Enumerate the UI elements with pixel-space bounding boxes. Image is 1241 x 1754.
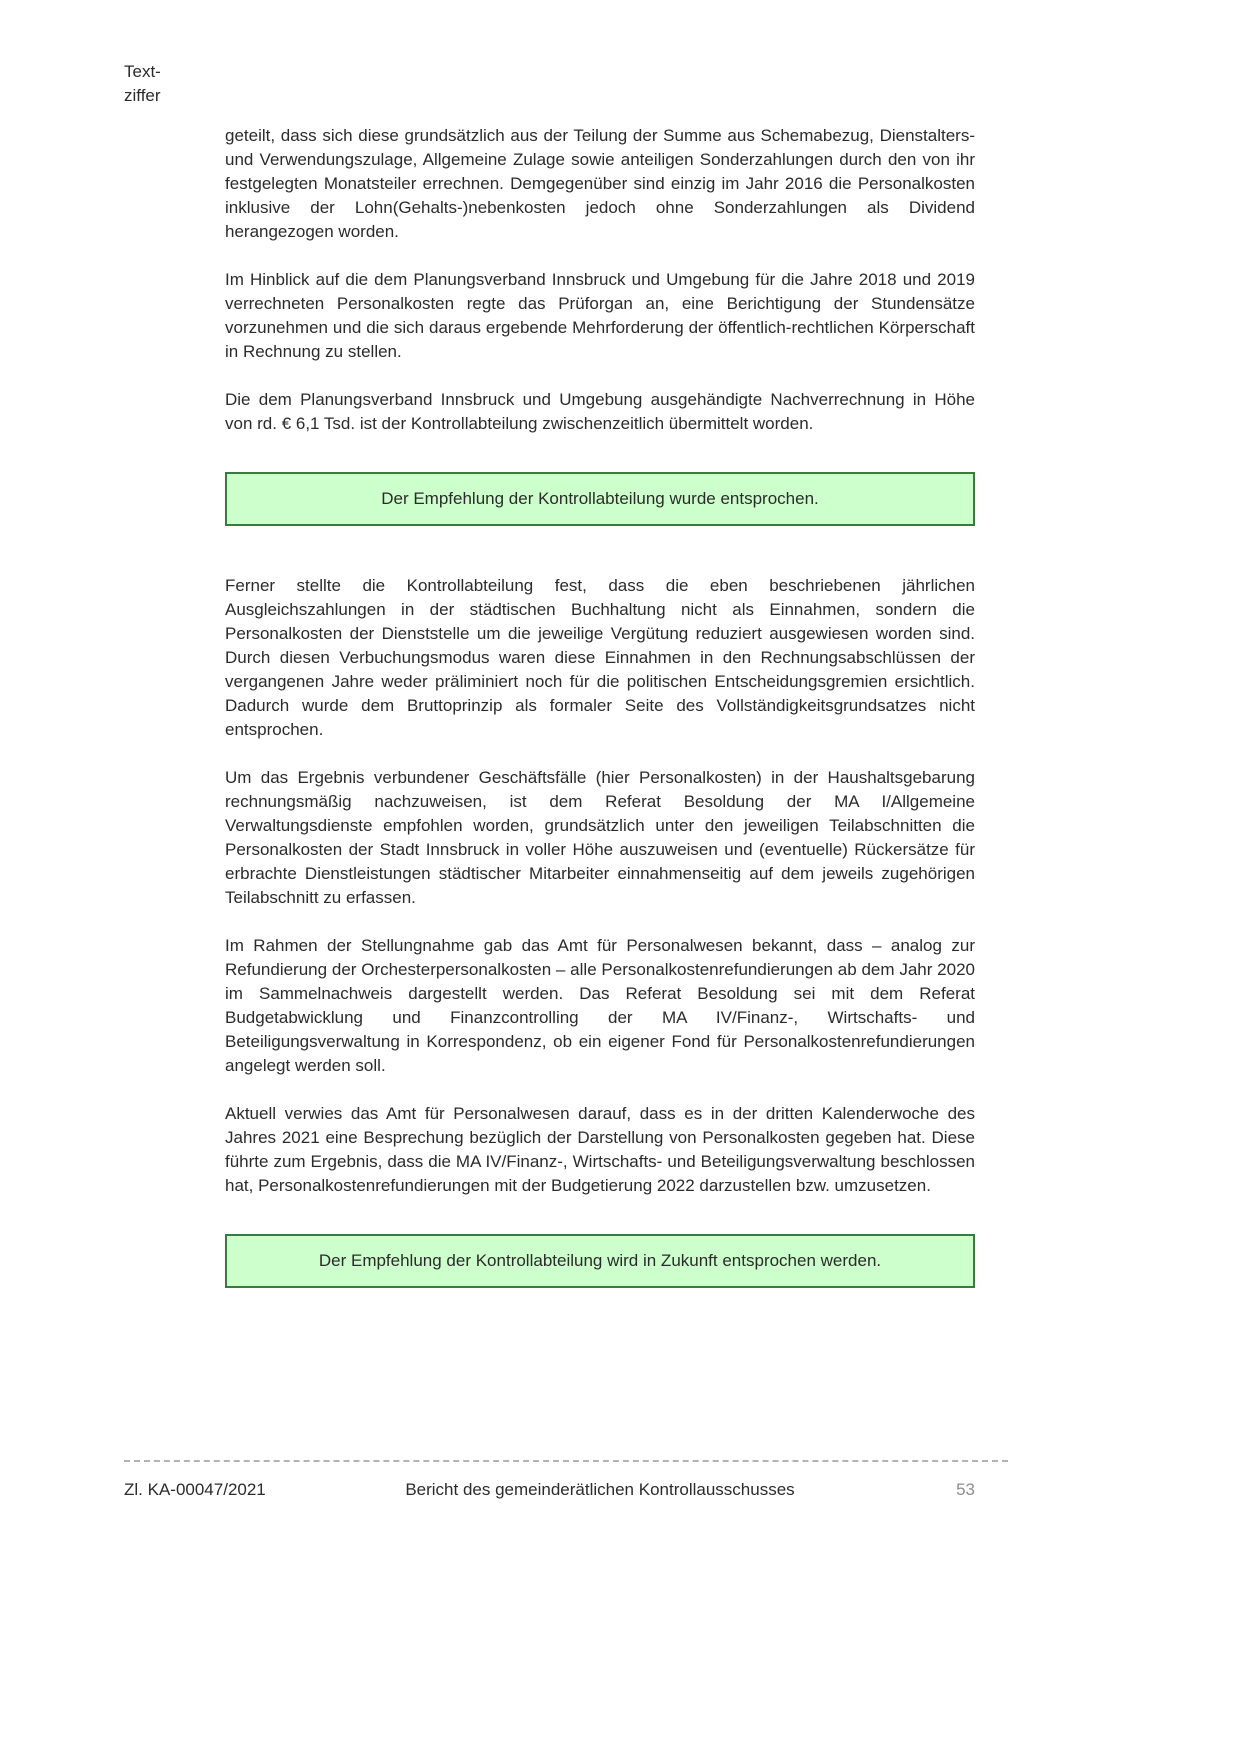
footer-reference: Zl. KA-00047/2021	[124, 1480, 266, 1499]
footer-page-number: 53	[956, 1480, 975, 1499]
page-footer	[124, 1478, 975, 1502]
margin-label-textziffer	[124, 60, 161, 108]
footer-divider-dashed-line	[124, 1460, 1008, 1462]
paragraph-5: Um das Ergebnis verbundener Geschäftsfälle (hier Personalkosten) in der Haushaltsgebarung rechnungsmäßig nachzuweisen, ist dem Referat Besoldung der MA I/Allgemeine Verwaltungsdienste empfohlen worden, grundsätzlich unter den jeweiligen Teilabschnitten die Personalkosten der Stadt Innsbruck in voller Höhe auszuweisen und (eventuelle) Rückersätze für erbrachte Dienstleistungen städtischer Mitarbeiter einnahmenseitig auf dem jeweils zugehörigen Teilabschnitt zu erfassen.	[225, 768, 975, 907]
main-text-column	[225, 124, 975, 1336]
recommendation-box-2	[225, 1234, 975, 1288]
footer-title: Bericht des gemeinderätlichen Kontrollausschusses	[405, 1480, 795, 1499]
recommendation-text-1: Der Empfehlung der Kontrollabteilung wurde entsprochen.	[381, 489, 819, 508]
paragraph-3: Die dem Planungsverband Innsbruck und Umgebung ausgehändigte Nachverrechnung in Höhe von rd. € 6,1 Tsd. ist der Kontrollabteilung zwischenzeitlich übermittelt worden.	[225, 390, 975, 433]
paragraph-2: Im Hinblick auf die dem Planungsverband Innsbruck und Umgebung für die Jahre 2018 und 2019 verrechneten Personalkosten regte das Prüforgan an, eine Berichtigung der Stundensätze vorzunehmen und die sich daraus ergebende Mehrforderung der öffentlich-rechtlichen Körperschaft in Rechnung zu stellen.	[225, 270, 975, 361]
margin-label-line1: Text-	[124, 62, 161, 81]
recommendation-text-2: Der Empfehlung der Kontrollabteilung wird in Zukunft entsprochen werden.	[318, 1251, 882, 1270]
margin-label-line2: ziffer	[124, 86, 161, 105]
paragraph-1: geteilt, dass sich diese grundsätzlich aus der Teilung der Summe aus Schemabezug, Dienstalters- und Verwendungszulage, Allgemeine Zulage sowie anteiligen Sonderzahlungen durch den von ihr festgelegten Monatsteiler errechnen. Demgegenüber sind einzig im Jahr 2016 die Personalkosten inklusive der Lohn(Gehalts-)nebenkosten jedoch ohne Sonderzahlungen als Dividend herangezogen worden.	[225, 126, 975, 241]
recommendation-box-1	[225, 472, 975, 526]
paragraph-7: Aktuell verwies das Amt für Personalwesen darauf, dass es in der dritten Kalenderwoche des Jahres 2021 eine Besprechung bezüglich der Darstellung von Personalkosten gegeben hat. Diese führte zum Ergebnis, dass die MA IV/Finanz-, Wirtschafts- und Beteiligungsverwaltung beschlossen hat, Personalkostenrefundierungen mit der Budgetierung 2022 darzustellen bzw. umzusetzen.	[225, 1104, 975, 1195]
paragraph-6: Im Rahmen der Stellungnahme gab das Amt für Personalwesen bekannt, dass – analog zur Refundierung der Orchesterpersonalkosten – alle Personalkostenrefundierungen ab dem Jahr 2020 im Sammelnachweis dargestellt werden. Das Referat Besoldung sei mit dem Referat Budgetabwicklung und Finanzcontrolling der MA IV/Finanz-, Wirtschafts- und Beteiligungsverwaltung in Korrespondenz, ob ein eigener Fond für Personalkostenrefundierungen angelegt werden soll.	[225, 936, 975, 1075]
paragraph-4: Ferner stellte die Kontrollabteilung fest, dass die eben beschriebenen jährlichen Ausgleichszahlungen in der städtischen Buchhaltung nicht als Einnahmen, sondern die Personalkosten der Dienststelle um die jeweilige Vergütung reduziert ausgewiesen worden sind. Durch diesen Verbuchungsmodus waren diese Einnahmen in den Rechnungsabschlüssen der vergangenen Jahre weder präliminiert noch für die politischen Entscheidungsgremien ersichtlich. Dadurch wurde dem Bruttoprinzip als formaler Seite des Vollständigkeitsgrundsatzes nicht entsprochen.	[225, 576, 975, 739]
